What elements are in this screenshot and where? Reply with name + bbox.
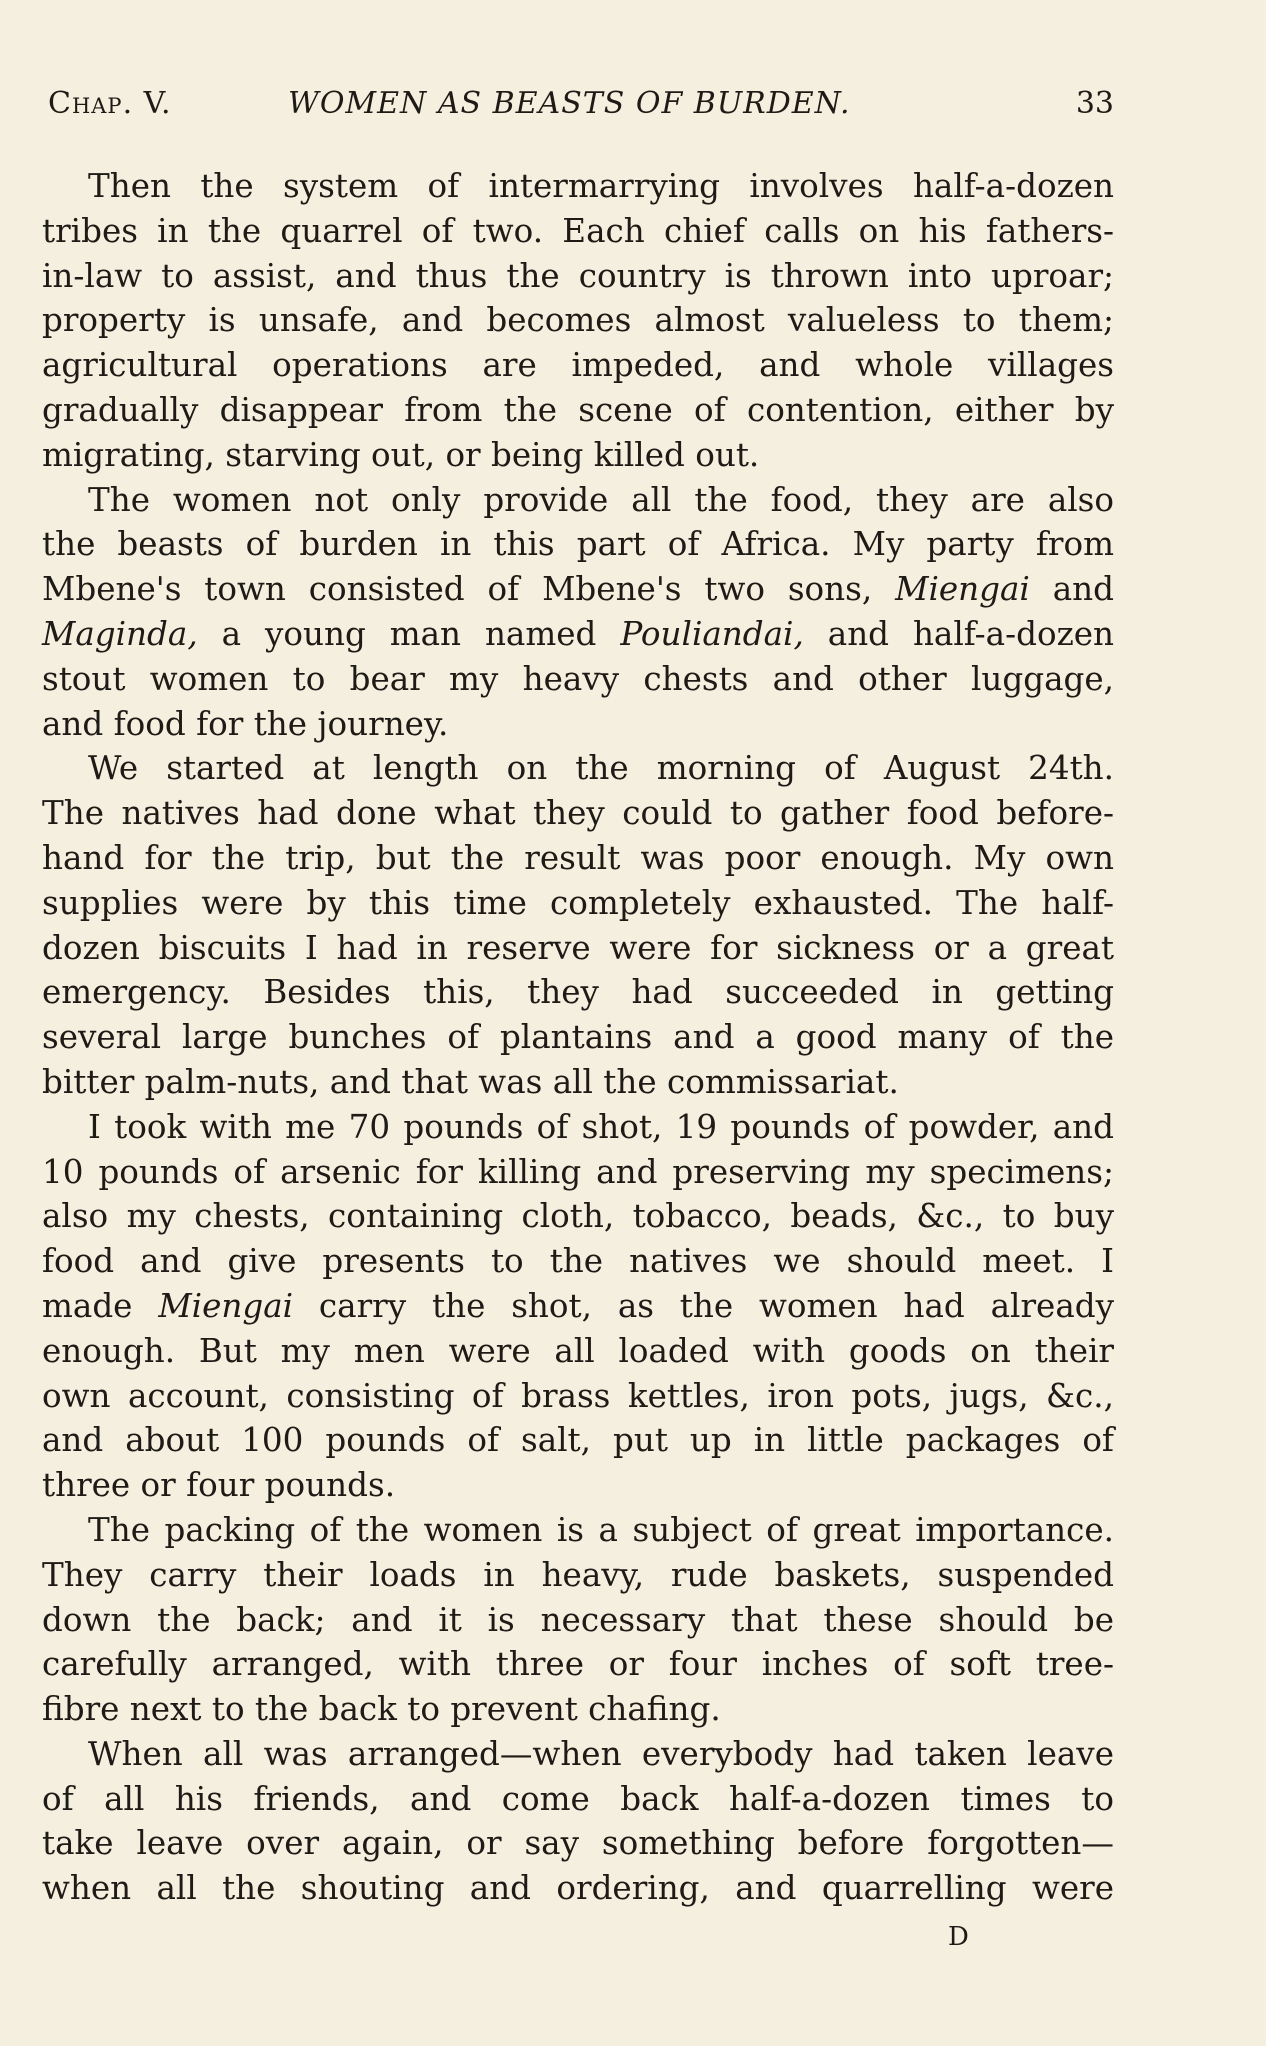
text-line: take leave over again, or say something before forgotten— bbox=[42, 1824, 1114, 1863]
page-number: 33 bbox=[1075, 86, 1114, 121]
text-line: agricultural operations are impeded, and whole villages bbox=[42, 346, 1114, 385]
text-line: When all was arranged—when everybody had taken leave bbox=[88, 1734, 1114, 1773]
text-fragment: Mbene's town consisted of Mbene's two sons, bbox=[42, 570, 873, 609]
text-line: emergency. Besides this, they had succeeded in getting bbox=[42, 973, 1114, 1012]
text-line: supplies were by this time completely exhausted. The half- bbox=[42, 883, 1114, 922]
paragraph-4 bbox=[42, 1105, 1114, 1508]
paragraph-1 bbox=[42, 164, 1114, 478]
text-line: three or four pounds. bbox=[42, 1466, 396, 1505]
text-line: enough. But my men were all loaded with goods on their bbox=[42, 1331, 1114, 1370]
person-name: Miengai bbox=[895, 570, 1030, 609]
text-line: stout women to bear my heavy chests and other luggage, bbox=[42, 659, 1114, 698]
text-line: property is unsafe, and becomes almost valueless to them; bbox=[42, 301, 1114, 340]
text-line bbox=[42, 1284, 1114, 1329]
text-line: the beasts of burden in this part of Africa. My party from bbox=[42, 525, 1114, 564]
text-line: The women not only provide all the food, they are also bbox=[88, 480, 1114, 519]
text-line: The packing of the women is a subject of great importance. bbox=[88, 1510, 1114, 1549]
paragraph-5 bbox=[42, 1508, 1114, 1732]
text-line: The natives had done what they could to gather food before- bbox=[42, 794, 1114, 833]
paragraph-2 bbox=[42, 478, 1114, 747]
person-name: Pouliandai, bbox=[620, 614, 804, 653]
text-line: tribes in the quarrel of two. Each chief calls on his fathers- bbox=[42, 211, 1114, 250]
chapter-label: Chap. V. bbox=[48, 86, 172, 121]
text-line: migrating, starving out, or being killed out. bbox=[42, 435, 760, 474]
text-line: several large bunches of plantains and a good many of the bbox=[42, 1018, 1114, 1057]
body-text bbox=[42, 164, 1114, 1911]
text-fragment: and half-a-dozen bbox=[827, 614, 1115, 653]
person-name: Miengai bbox=[158, 1286, 294, 1325]
text-fragment: and bbox=[1052, 570, 1114, 609]
text-line: We started at length on the morning of August 24th. bbox=[88, 749, 1114, 788]
text-line: They carry their loads in heavy, rude baskets, suspended bbox=[42, 1555, 1114, 1594]
text-line: also my chests, containing cloth, tobacco, beads, &c., to buy bbox=[42, 1197, 1114, 1236]
paragraph-3 bbox=[42, 746, 1114, 1104]
text-line: and about 100 pounds of salt, put up in little packages of bbox=[42, 1421, 1114, 1460]
text-line: carefully arranged, with three or four inches of soft tree- bbox=[42, 1645, 1114, 1684]
text-line: dozen biscuits I had in reserve were for sickness or a great bbox=[42, 928, 1114, 967]
text-line: of all his friends, and come back half-a-dozen times to bbox=[42, 1779, 1114, 1818]
text-fragment: made bbox=[42, 1286, 133, 1325]
running-header bbox=[48, 86, 1114, 136]
person-name: Maginda, bbox=[42, 614, 198, 653]
text-line: down the back; and it is necessary that these should be bbox=[42, 1600, 1114, 1639]
text-line: in-law to assist, and thus the country is thrown into uproar; bbox=[42, 256, 1114, 295]
signature-mark: D bbox=[948, 1922, 969, 1952]
text-line: bitter palm-nuts, and that was all the commissariat. bbox=[42, 1062, 899, 1101]
text-line: when all the shouting and ordering, and quarrelling were bbox=[42, 1869, 1114, 1908]
text-line: fibre next to the back to prevent chafing. bbox=[42, 1690, 721, 1729]
running-title: WOMEN AS BEASTS OF BURDEN. bbox=[288, 86, 851, 121]
text-line: I took with me 70 pounds of shot, 19 pounds of powder, and bbox=[88, 1107, 1114, 1146]
text-line bbox=[42, 567, 1114, 612]
text-line: gradually disappear from the scene of contention, either by bbox=[42, 390, 1114, 429]
text-line: food and give presents to the natives we should meet. I bbox=[42, 1242, 1114, 1281]
text-fragment: carry the shot, as the women had already bbox=[318, 1286, 1115, 1325]
text-line: Then the system of intermarrying involves half-a-dozen bbox=[88, 167, 1114, 205]
paragraph-6 bbox=[42, 1732, 1114, 1911]
text-line bbox=[42, 612, 1114, 657]
text-line: 10 pounds of arsenic for killing and preserving my specimens; bbox=[42, 1152, 1114, 1191]
text-fragment: a young man named bbox=[221, 614, 597, 653]
text-line: hand for the trip, but the result was poor enough. My own bbox=[42, 838, 1114, 877]
text-line: own account, consisting of brass kettles, iron pots, jugs, &c., bbox=[42, 1376, 1114, 1415]
text-line: and food for the journey. bbox=[42, 704, 449, 743]
